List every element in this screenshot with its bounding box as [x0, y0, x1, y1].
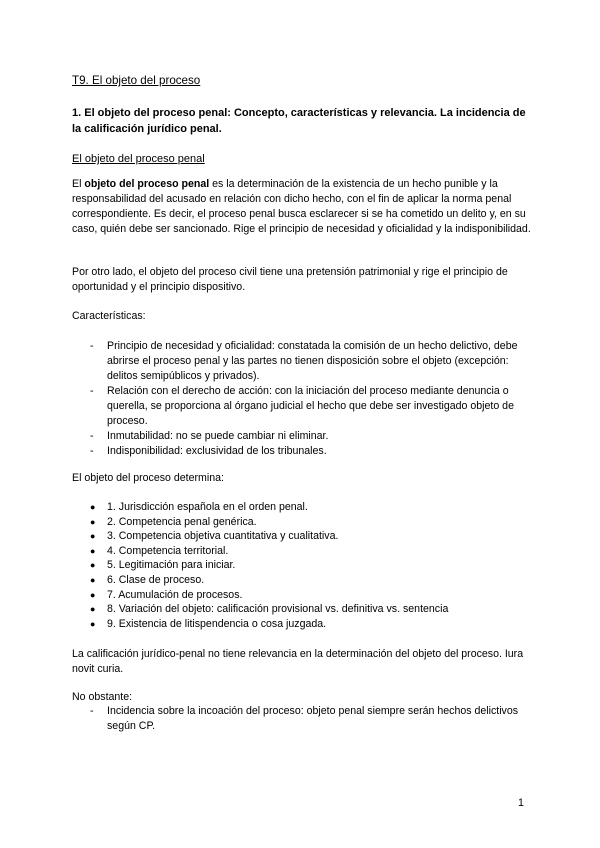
list-item-text: 5. Legitimación para iniciar. [107, 559, 236, 572]
list-item-text: 1. Jurisdicción española en el orden penal. [107, 501, 308, 513]
paragraph-definition-lead: El [72, 178, 85, 190]
determines-list [90, 500, 530, 631]
list-item-text: 4. Competencia territorial. [107, 544, 229, 557]
paragraph-definition [72, 177, 532, 237]
list-item [90, 429, 530, 444]
list-item-text: Principio de necesidad y oficialidad: constatada la comisión de un hecho delictivo, debe abrirse el proceso penal y las partes no tienen disposición sobre el objeto (excepción: delitos semipúblicos y privados). [107, 340, 518, 382]
paragraph-determines: El objeto del proceso determina: [72, 472, 224, 484]
page-number: 1 [518, 797, 524, 809]
paragraph-definition-rest: es la determinación de la existencia de un hecho punible y la responsabilidad del acusado en relación con dicho hecho, con el fin de aplicar la norma penal correspondiente. Es decir, el proceso penal busca esclarecer si se ha cometido un delito y, en su caso, quién debe ser sancionado. Rige el principio de necesidad y oficialidad y la indisponibilidad. [72, 178, 531, 235]
section-heading: 1. El objeto del proceso penal: Concepto, características y relevancia. La incidencia de la calificación jurídico penal. [72, 107, 526, 135]
dash-marker: - [90, 340, 94, 352]
characteristics-list [90, 339, 530, 459]
paragraph-qualification: La calificación jurídico-penal no tiene relevancia en la determinación del objeto del proceso. Iura novit curia. [72, 648, 524, 675]
list-item-text: Incidencia sobre la incoación del proceso: objeto penal siempre serán hechos delictivos según CP. [107, 705, 519, 732]
list-item [90, 704, 530, 734]
list-item-text: 2. Competencia penal genérica. [107, 515, 257, 528]
list-item [90, 588, 530, 603]
paragraph-characteristics-label: Características: [72, 310, 146, 322]
list-item [90, 573, 530, 588]
bullet-marker: ● [90, 618, 96, 629]
list-item [90, 500, 530, 515]
list-item [90, 384, 530, 429]
list-item [90, 444, 530, 459]
list-item-text: 3. Competencia objetiva cuantitativa y cualitativa. [107, 530, 339, 543]
list-item-text: 9. Existencia de litispendencia o cosa juzgada. [107, 617, 327, 630]
bullet-marker: ● [90, 604, 96, 615]
list-item-text: Indisponibilidad: exclusividad de los tribunales. [107, 445, 327, 457]
list-item [90, 617, 530, 632]
section-subtitle: El objeto del proceso penal [72, 153, 205, 165]
dash-marker: - [90, 430, 94, 442]
however-list [90, 704, 530, 734]
bullet-marker: ● [90, 502, 96, 512]
list-item-text: Relación con el derecho de acción: con la iniciación del proceso mediante denuncia o querella, se proporciona al órgano judicial el hecho que debe ser investigado objeto de proceso. [107, 385, 514, 427]
list-item [90, 558, 530, 573]
paragraph-civil: Por otro lado, el objeto del proceso civil tiene una pretensión patrimonial y rige el principio de oportunidad y el principio dispositivo. [72, 266, 508, 293]
dash-marker: - [90, 705, 94, 717]
list-item-text: 6. Clase de proceso. [107, 573, 205, 586]
document-title: T9. El objeto del proceso [72, 74, 201, 87]
bullet-marker: ● [90, 545, 96, 556]
list-item-text: 7. Acumulación de procesos. [107, 588, 243, 601]
bullet-marker: ● [90, 574, 96, 585]
bullet-marker: ● [90, 531, 96, 542]
list-item [90, 339, 530, 384]
bullet-marker: ● [90, 516, 96, 527]
paragraph-definition-bold: objeto del proceso penal [84, 178, 210, 190]
list-item-text: Inmutabilidad: no se puede cambiar ni eliminar. [107, 430, 329, 442]
list-item [90, 529, 530, 544]
list-item [90, 544, 530, 559]
dash-marker: - [90, 445, 94, 457]
list-item [90, 515, 530, 530]
bullet-marker: ● [90, 560, 96, 571]
dash-marker: - [90, 385, 94, 397]
paragraph-however: No obstante: [72, 691, 133, 703]
list-item-text: 8. Variación del objeto: calificación provisional vs. definitiva vs. sentencia [107, 603, 449, 616]
list-item [90, 602, 530, 617]
bullet-marker: ● [90, 589, 96, 600]
